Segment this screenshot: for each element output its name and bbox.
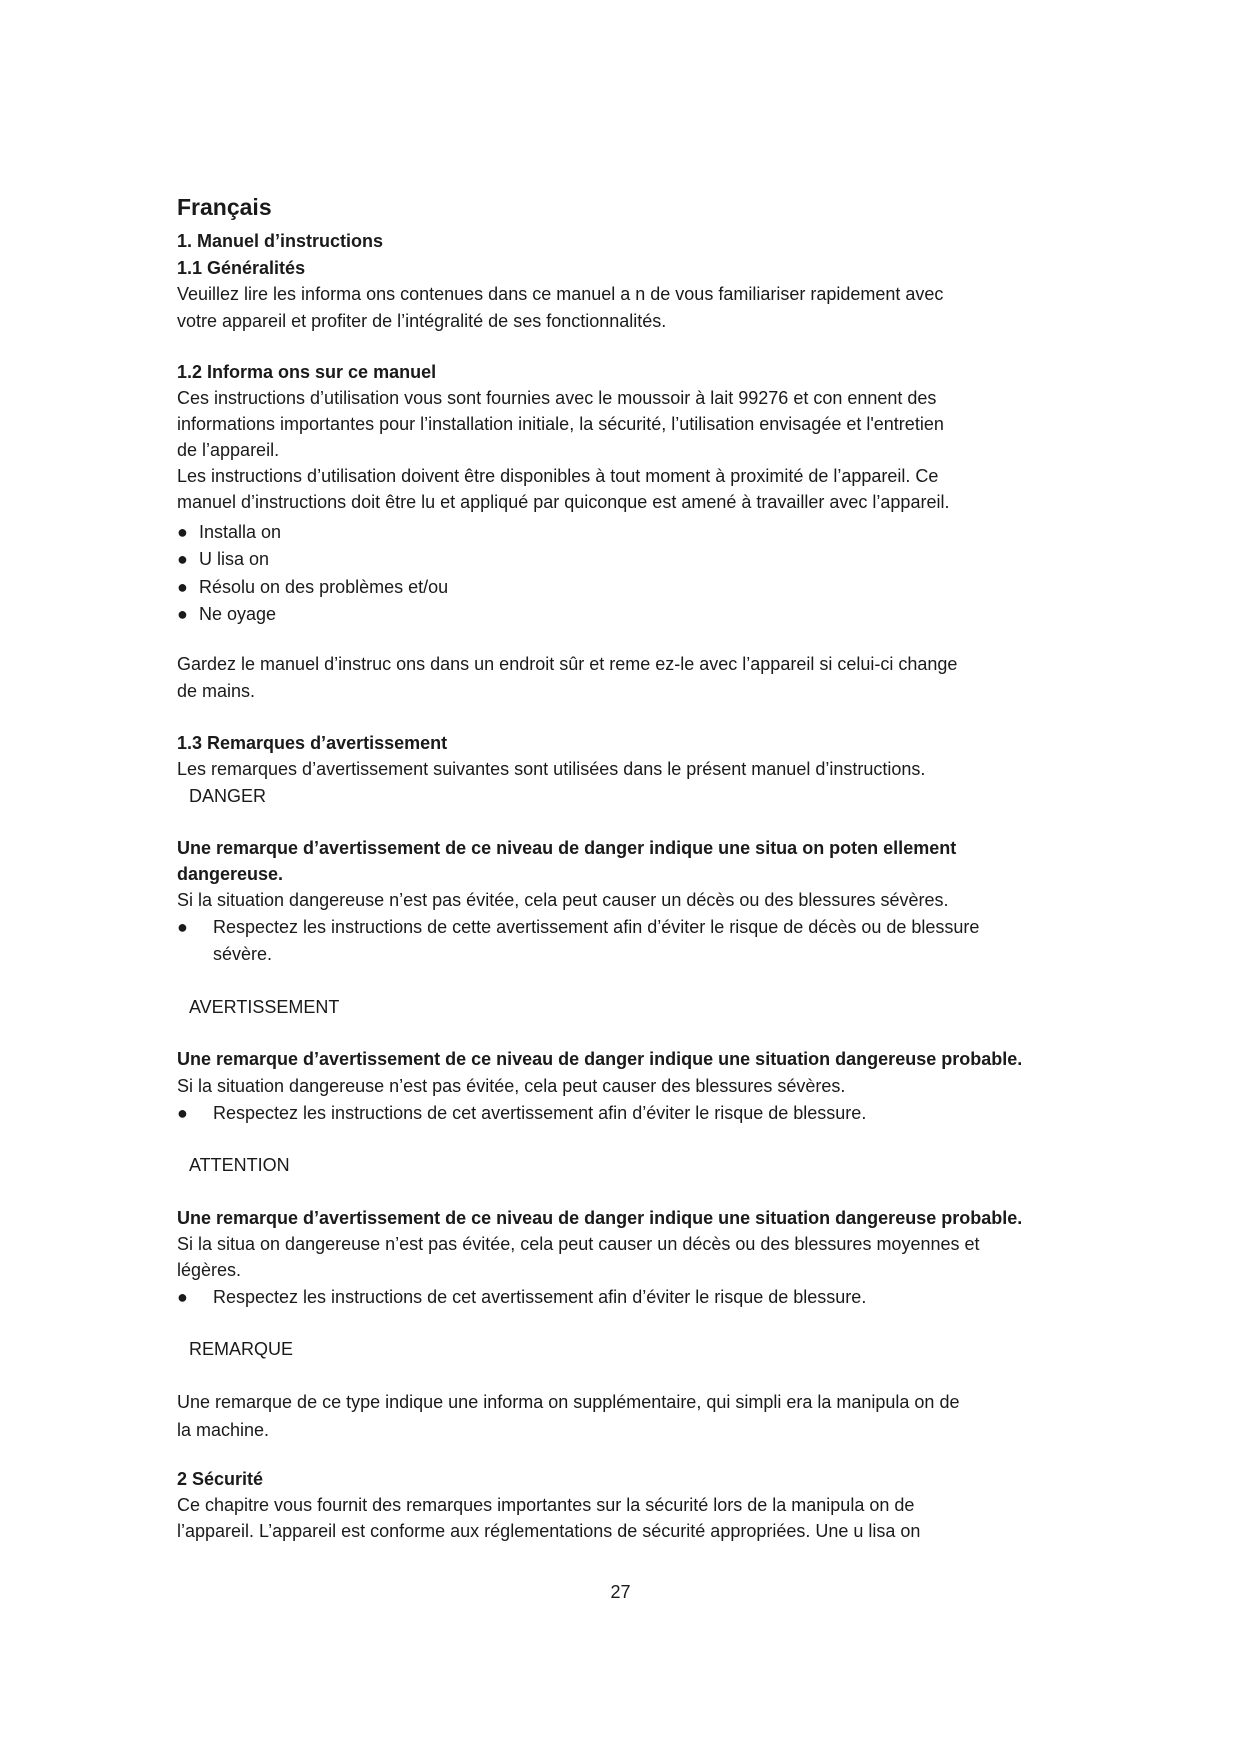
attention-description: Une remarque d’avertissement de ce niveau de danger indique une situation dangereuse probable.	[177, 1208, 1023, 1228]
danger-label: DANGER	[189, 786, 267, 806]
paragraph-line: Gardez le manuel d’instruc ons dans un endroit sûr et reme ez-le avec l’appareil si celui-ci change	[177, 654, 958, 674]
bullet-icon: ●	[177, 549, 188, 569]
bullet-icon: ●	[177, 1287, 188, 1307]
paragraph-line: Veuillez lire les informa ons contenues dans ce manuel a n de vous familiariser rapidement avec	[177, 284, 944, 304]
paragraph-line: la machine.	[177, 1420, 270, 1440]
attention-label: ATTENTION	[189, 1155, 290, 1175]
paragraph-line: l’appareil. L’appareil est conforme aux réglementations de sécurité appropriées. Une u lisa on	[177, 1521, 921, 1541]
paragraph-line: Les instructions d’utilisation doivent être disponibles à tout moment à proximité de l’appareil. Ce	[177, 466, 939, 486]
note-label: REMARQUE	[189, 1339, 294, 1359]
paragraph-line: Ce chapitre vous fournit des remarques importantes sur la sécurité lors de la manipula on de	[177, 1495, 915, 1515]
paragraph-line: Ces instructions d’utilisation vous sont fournies avec le moussoir à lait 99276 et con ennent des	[177, 388, 937, 408]
paragraph-line: Si la situation dangereuse n’est pas évitée, cela peut causer un décès ou des blessures sévères.	[177, 890, 949, 910]
paragraph-line: manuel d’instructions doit être lu et appliqué par quiconque est amené à travailler avec l’appareil.	[177, 492, 950, 512]
bullet-icon: ●	[177, 604, 188, 624]
bullet-icon: ●	[177, 577, 188, 597]
paragraph-line: de mains.	[177, 681, 256, 701]
list-item: ● Ne oyage	[177, 601, 276, 627]
section-1-3-title: 1.3 Remarques d’avertissement	[177, 733, 448, 753]
list-item: ● Résolu on des problèmes et/ou	[177, 574, 448, 600]
section-1-1-title: 1.1 Généralités	[177, 258, 306, 278]
bullet-icon: ●	[177, 917, 188, 937]
warning-description: Une remarque d’avertissement de ce niveau de danger indique une situation dangereuse probable.	[177, 1049, 1023, 1069]
bullet-icon: ●	[177, 522, 188, 542]
language-heading: Français	[177, 194, 272, 220]
list-item: ● Respectez les instructions de cet avertissement afin d’éviter le risque de blessure.	[177, 1100, 1077, 1127]
page-number: 27	[610, 1582, 631, 1602]
paragraph-line: de l’appareil.	[177, 440, 280, 460]
list-item: ● Respectez les instructions de cette avertissement afin d’éviter le risque de décès ou de blessure sévère.	[177, 914, 1077, 968]
danger-description: dangereuse.	[177, 864, 284, 884]
list-item: ● Installa on	[177, 519, 281, 545]
list-item: ● U lisa on	[177, 546, 269, 572]
warning-label: AVERTISSEMENT	[189, 997, 340, 1017]
section-1-title: 1. Manuel d’instructions	[177, 231, 384, 251]
paragraph-line: légères.	[177, 1260, 242, 1280]
section-2-title: 2 Sécurité	[177, 1469, 264, 1489]
paragraph-line: Si la situa on dangereuse n’est pas évitée, cela peut causer un décès ou des blessures moyennes et	[177, 1234, 980, 1254]
paragraph-line: Les remarques d’avertissement suivantes sont utilisées dans le présent manuel d’instructions.	[177, 759, 926, 779]
paragraph-line: Si la situation dangereuse n’est pas évitée, cela peut causer des blessures sévères.	[177, 1076, 846, 1096]
list-item: ● Respectez les instructions de cet avertissement afin d’éviter le risque de blessure.	[177, 1284, 1077, 1311]
paragraph-line: votre appareil et profiter de l’intégralité de ses fonctionnalités.	[177, 311, 667, 331]
paragraph-line: informations importantes pour l’installation initiale, la sécurité, l’utilisation envisagée et l'entretien	[177, 414, 944, 434]
paragraph-line: Une remarque de ce type indique une informa on supplémentaire, qui simpli era la manipula on de	[177, 1392, 960, 1412]
bullet-icon: ●	[177, 1103, 188, 1123]
danger-description: Une remarque d’avertissement de ce niveau de danger indique une situa on poten ellement	[177, 838, 957, 858]
section-1-2-title: 1.2 Informa ons sur ce manuel	[177, 362, 437, 382]
